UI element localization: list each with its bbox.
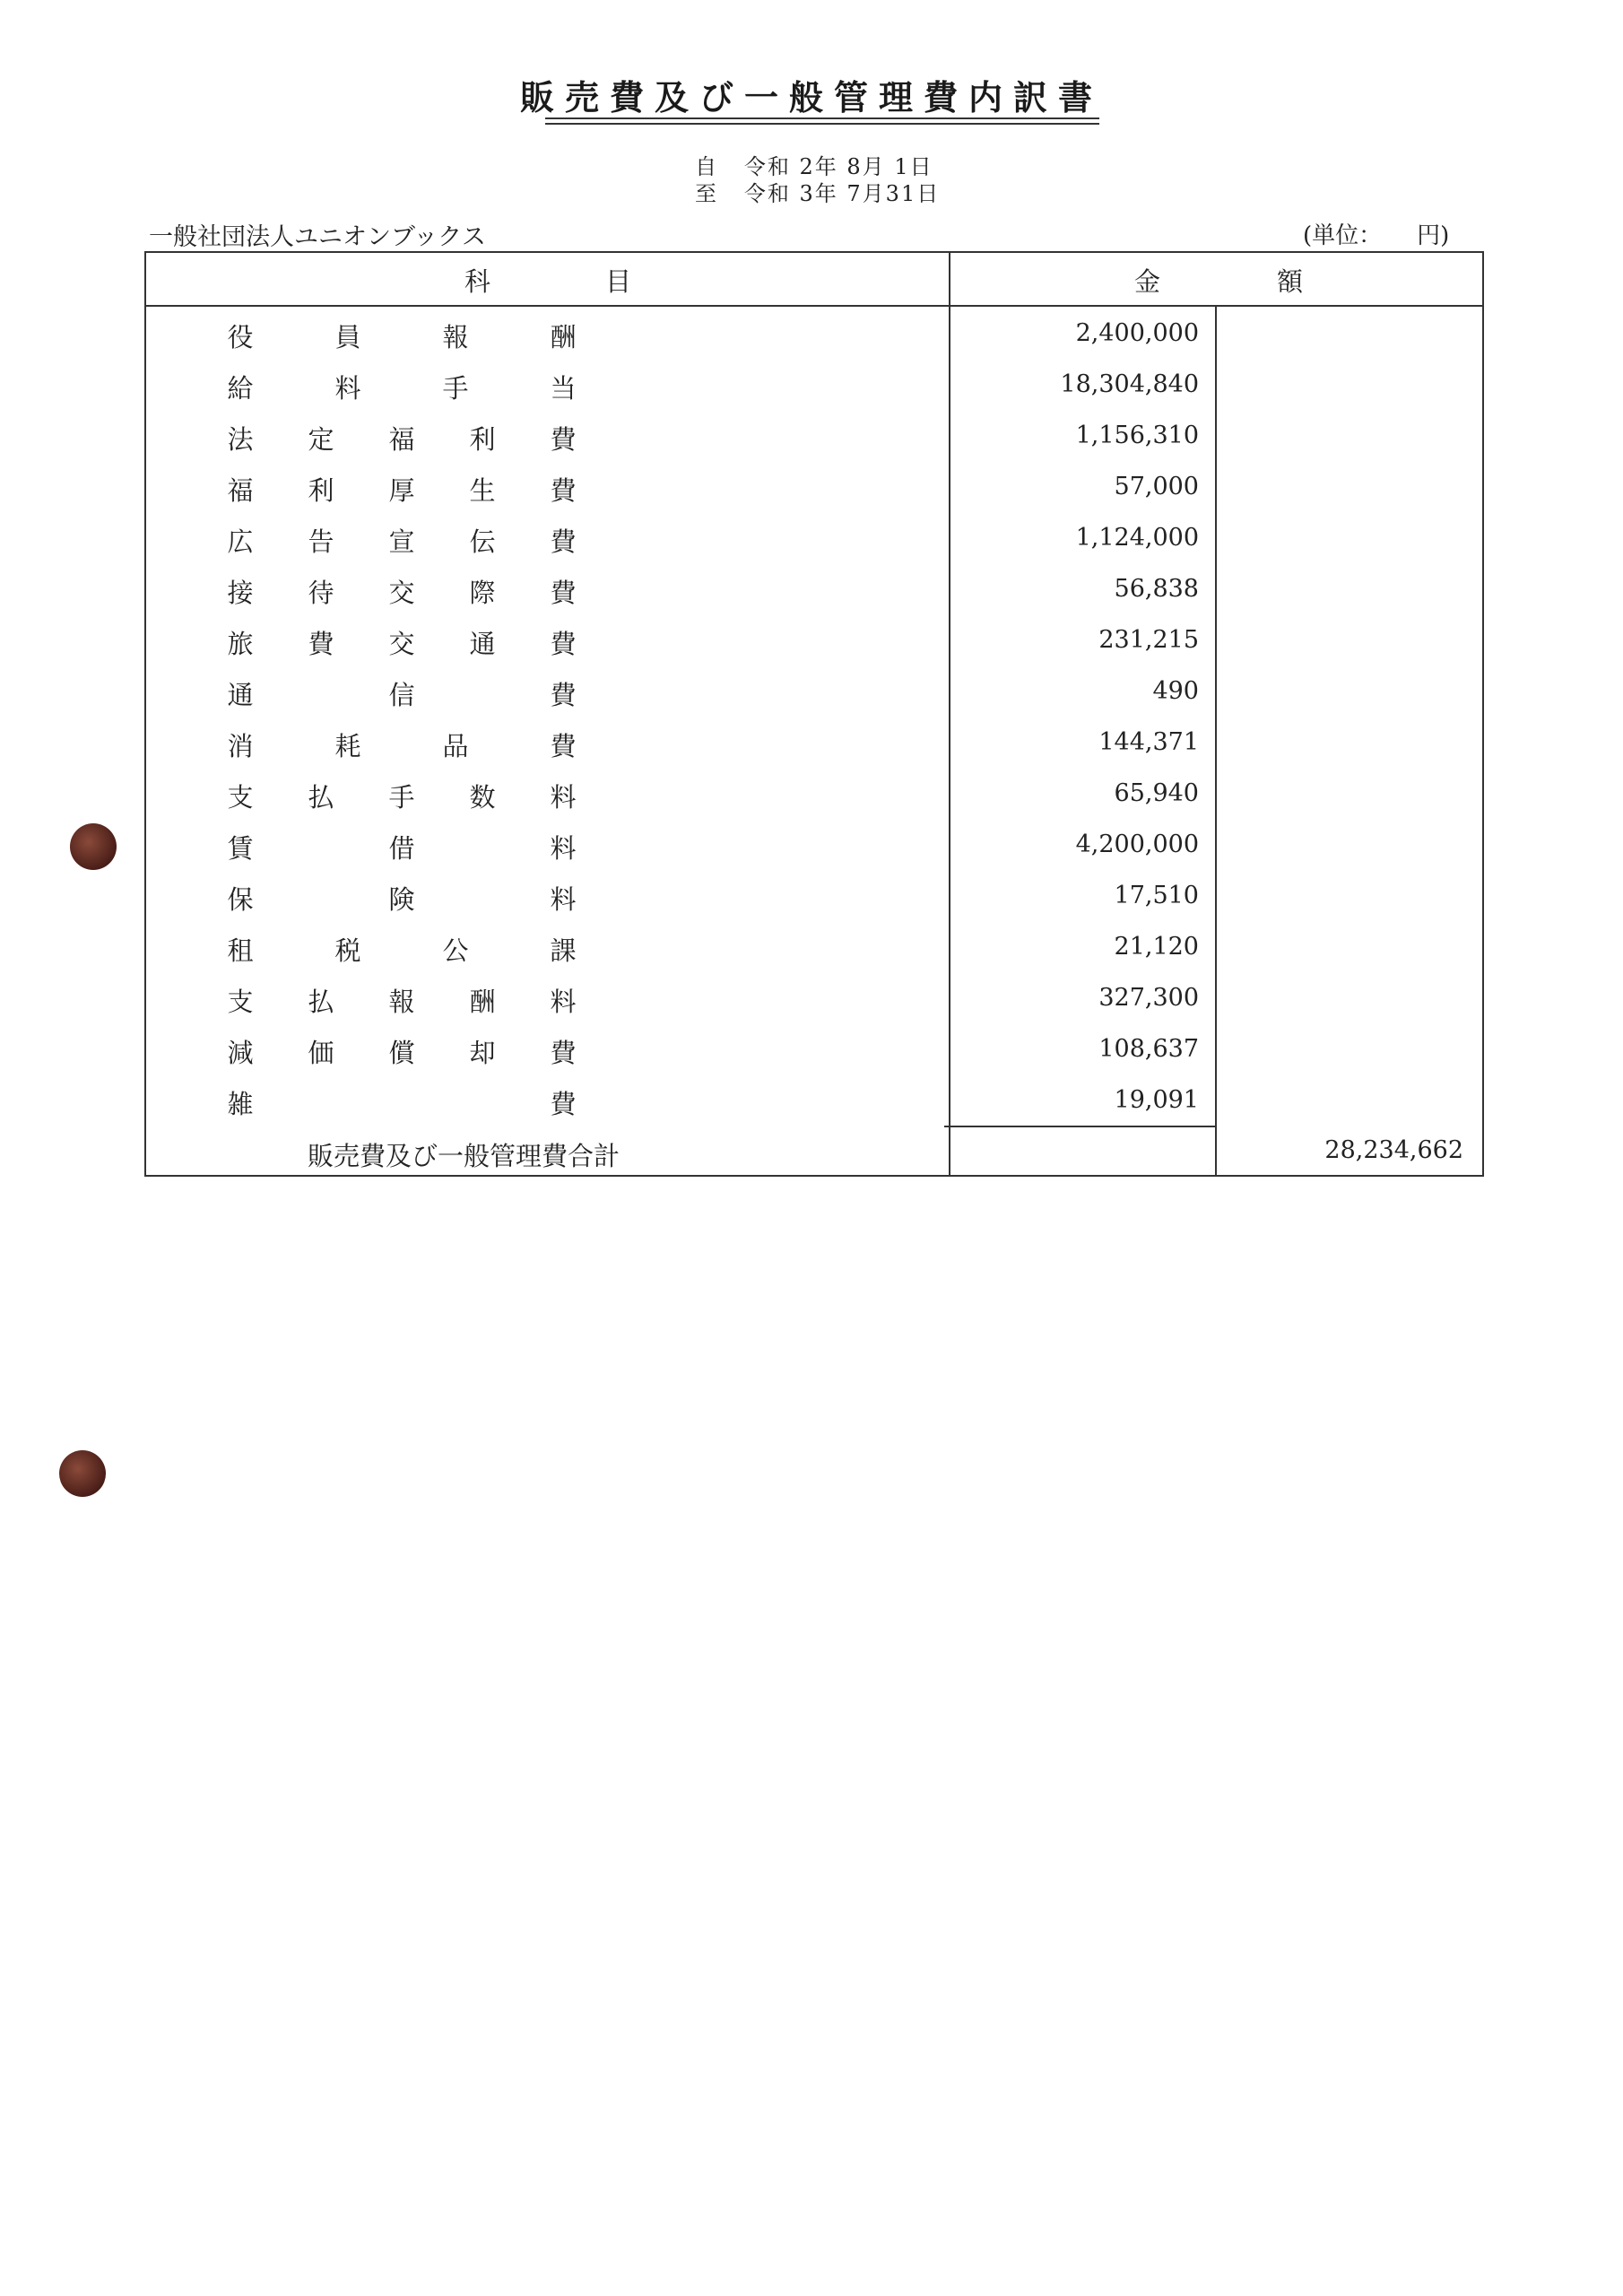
row-subject-char: 借 [388,833,415,864]
title-underline [545,117,1099,119]
company-name: 一般社団法人ユニオンブックス [149,223,486,251]
period-to [695,176,940,207]
table-row [0,922,1623,973]
row-subject-char: 租 [227,935,254,966]
table-header-border [144,305,1484,307]
row-subject-char: 課 [550,935,577,966]
row-subject-char: 却 [469,1038,496,1068]
table-row [0,513,1623,564]
row-subject-char: 支 [227,987,254,1017]
row-subject-char: 交 [388,578,415,608]
total-label: 販売費及び一般管理費合計 [308,1141,621,1171]
row-subject-char: 数 [469,782,496,813]
row-subject-char: 耗 [334,731,361,761]
row-subject-char: 酬 [469,987,496,1017]
row-subject-char: 料 [334,373,361,404]
table-row [0,1075,1623,1126]
period-to-label: 至 [695,181,718,206]
row-amount: 65,940 [1114,779,1199,807]
table-row [0,462,1623,513]
table-bottom-border [144,1175,1484,1177]
total-amount: 28,234,662 [1324,1136,1463,1164]
row-subject-char: 待 [308,578,334,608]
punch-hole-top [70,823,117,870]
punch-hole-bottom [59,1450,106,1497]
row-subject-char: 雑 [227,1089,254,1119]
row-subject-char: 伝 [469,526,496,557]
table-row [0,871,1623,922]
row-subject-char: 告 [308,526,334,557]
period-to-date: 令和 3年 7月31日 [743,181,941,206]
row-subject-char: 通 [469,629,496,659]
row-subject-char: 費 [550,526,577,557]
row-subject-char: 役 [227,322,254,352]
table-row [0,666,1623,718]
row-amount: 2,400,000 [1075,319,1199,347]
row-subject-char: 消 [227,731,254,761]
unit-label: (単位： 円) [1303,222,1450,249]
row-subject-char: 支 [227,782,254,813]
row-subject-char: 払 [308,987,334,1017]
table-row [0,718,1623,769]
row-subject-char: 費 [550,1089,577,1119]
row-amount: 56,838 [1114,575,1199,603]
row-subject-char: 福 [388,424,415,455]
row-amount: 231,215 [1098,626,1199,654]
row-subject-char: 旅 [227,629,254,659]
row-amount: 1,124,000 [1075,524,1199,552]
row-subject-char: 料 [550,987,577,1017]
row-subject-char: 費 [550,1038,577,1068]
row-subject-char: 員 [334,322,361,352]
row-amount: 327,300 [1098,984,1199,1012]
row-subject-char: 利 [308,475,334,506]
row-amount: 108,637 [1098,1035,1199,1063]
period-from-date: 令和 2年 8月 1日 [743,154,933,179]
row-subject-char: 利 [469,424,496,455]
row-subject-char: 費 [308,629,334,659]
row-subject-char: 定 [308,424,334,455]
row-subject-char: 手 [388,782,415,813]
title-underline-second [545,123,1099,125]
row-subject-char: 接 [227,578,254,608]
row-subject-char: 手 [442,373,469,404]
row-amount: 144,371 [1098,728,1199,756]
row-subject-char: 品 [442,731,469,761]
row-subject-char: 険 [388,884,415,915]
row-subject-char: 広 [227,526,254,557]
table-row [0,564,1623,615]
row-subject-char: 費 [550,629,577,659]
period-from-label: 自 [695,154,718,179]
table-row [0,769,1623,820]
table-row [0,615,1623,666]
row-subject-char: 費 [550,680,577,710]
row-subject-char: 保 [227,884,254,915]
document-title: 販売費及び一般管理費内訳書 [519,78,1103,117]
row-amount: 1,156,310 [1075,422,1199,449]
row-subject-char: 料 [550,884,577,915]
header-amount-1: 金 [1134,266,1161,297]
row-subject-char: 交 [388,629,415,659]
row-subject-char: 法 [227,424,254,455]
table-row [0,360,1623,411]
row-subject-char: 費 [550,475,577,506]
row-subject-char: 償 [388,1038,415,1068]
row-subject-char: 費 [550,578,577,608]
row-subject-char: 給 [227,373,254,404]
header-subject-2: 目 [605,266,632,297]
row-amount: 490 [1152,677,1199,705]
row-subject-char: 公 [442,935,469,966]
table-row [0,411,1623,462]
row-subject-char: 際 [469,578,496,608]
table-row [0,820,1623,871]
table-top-border [144,251,1484,253]
row-subject-char: 酬 [550,322,577,352]
row-subject-char: 料 [550,782,577,813]
row-amount: 17,510 [1114,882,1199,909]
header-amount-2: 額 [1277,266,1304,297]
row-amount: 57,000 [1114,473,1199,500]
row-amount: 19,091 [1114,1086,1199,1114]
row-amount: 18,304,840 [1060,370,1199,398]
table-row [0,309,1623,360]
row-subject-char: 費 [550,731,577,761]
table-row [0,973,1623,1024]
header-subject-1: 科 [464,266,491,297]
row-subject-char: 信 [388,680,415,710]
row-subject-char: 宣 [388,526,415,557]
row-subject-char: 通 [227,680,254,710]
row-amount: 4,200,000 [1075,831,1199,858]
row-subject-char: 料 [550,833,577,864]
row-subject-char: 生 [469,475,496,506]
row-subject-char: 払 [308,782,334,813]
row-subject-char: 価 [308,1038,334,1068]
row-subject-char: 税 [334,935,361,966]
table-row [0,1024,1623,1075]
row-amount: 21,120 [1114,933,1199,961]
row-subject-char: 賃 [227,833,254,864]
row-subject-char: 減 [227,1038,254,1068]
row-subject-char: 福 [227,475,254,506]
row-subject-char: 厚 [388,475,415,506]
row-subject-char: 当 [550,373,577,404]
row-subject-char: 報 [388,987,415,1017]
row-subject-char: 報 [442,322,469,352]
row-subject-char: 費 [550,424,577,455]
